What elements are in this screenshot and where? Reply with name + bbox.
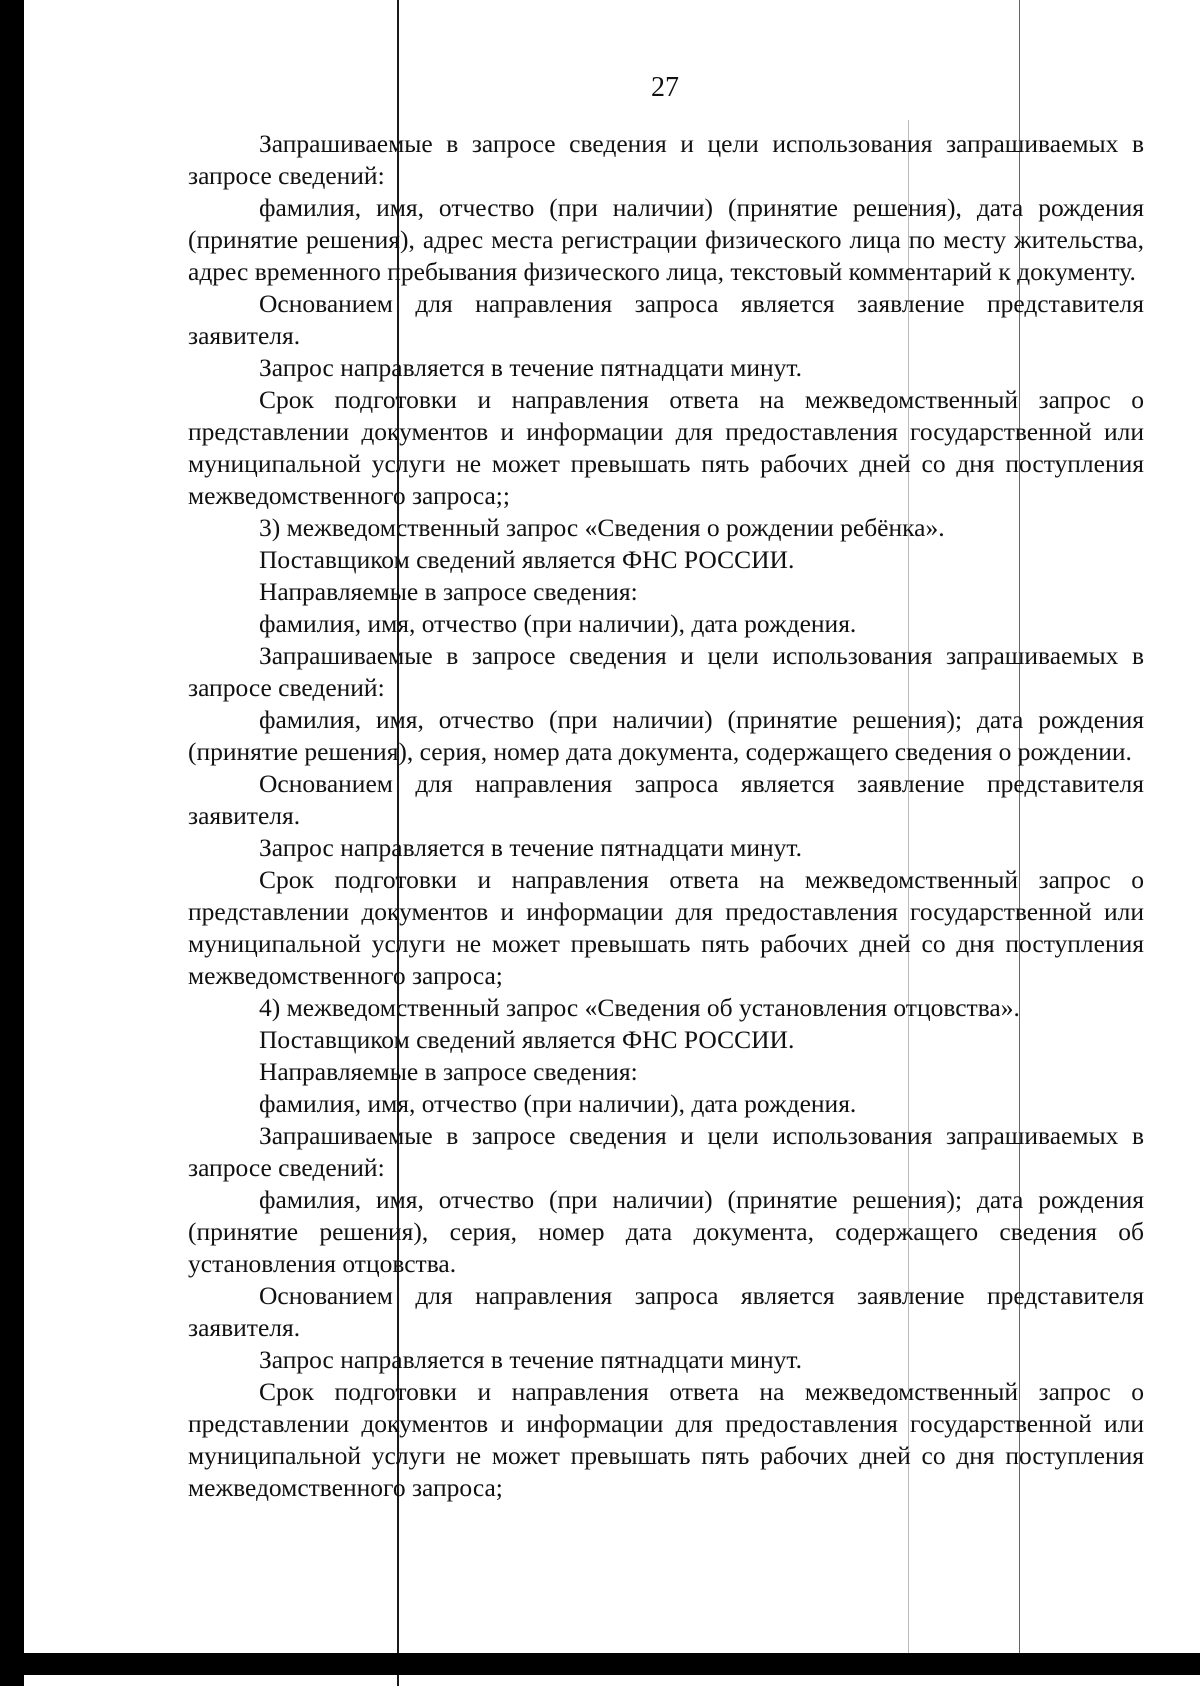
page-number: 27 <box>651 72 679 103</box>
paragraph: 4) межведомственный запрос «Сведения об установления отцовства». <box>259 993 1020 1022</box>
paragraph: Основанием для направления запроса является заявление представителя заявителя. <box>188 1281 1144 1342</box>
paragraph: 3) межведомственный запрос «Сведения о рождении ребёнка». <box>259 513 945 542</box>
paragraph: фамилия, имя, отчество (при наличии) (принятие решения); дата рождения (принятие решения), серия, номер дата документа, содержащего сведения об установления отцовства. <box>188 1185 1144 1278</box>
paragraph: фамилия, имя, отчество (при наличии), дата рождения. <box>259 1089 857 1118</box>
paragraph: Основанием для направления запроса является заявление представителя заявителя. <box>188 289 1144 350</box>
paragraph: Срок подготовки и направления ответа на межведомственный запрос о представлении документов и информации для предоставления государственной или муниципальной услуги не может превышать пять рабочих дней со дня поступления межведомственного запроса; <box>188 1377 1144 1502</box>
paragraph: Направляемые в запросе сведения: <box>259 577 638 606</box>
paragraph: Основанием для направления запроса является заявление представителя заявителя. <box>188 769 1144 830</box>
document-body <box>188 128 1144 1504</box>
scan-left-border <box>0 0 24 1686</box>
paragraph: Направляемые в запросе сведения: <box>259 1057 638 1086</box>
paragraph: Поставщиком сведений является ФНС РОССИИ. <box>259 545 795 574</box>
paragraph: Запрос направляется в течение пятнадцати минут. <box>259 1345 803 1374</box>
paragraph: Запрос направляется в течение пятнадцати минут. <box>259 353 803 382</box>
paragraph: Поставщиком сведений является ФНС РОССИИ. <box>259 1025 795 1054</box>
paragraph: Запрос направляется в течение пятнадцати минут. <box>259 833 803 862</box>
paragraph: Запрашиваемые в запросе сведения и цели использования запрашиваемых в запросе сведений: <box>188 641 1144 702</box>
paragraph: Срок подготовки и направления ответа на межведомственный запрос о представлении документов и информации для предоставления государственной или муниципальной услуги не может превышать пять рабочих дней со дня поступления межведомственного запроса;; <box>188 385 1144 510</box>
paragraph: Срок подготовки и направления ответа на межведомственный запрос о представлении документов и информации для предоставления государственной или муниципальной услуги не может превышать пять рабочих дней со дня поступления межведомственного запроса; <box>188 865 1144 990</box>
paragraph: Запрашиваемые в запросе сведения и цели использования запрашиваемых в запросе сведений: <box>188 1121 1144 1182</box>
scan-bottom-border <box>24 1653 1200 1675</box>
paragraph: фамилия, имя, отчество (при наличии), дата рождения. <box>259 609 857 638</box>
paragraph: фамилия, имя, отчество (при наличии) (принятие решения); дата рождения (принятие решения), серия, номер дата документа, содержащего сведения о рождении. <box>188 705 1144 766</box>
paragraph: Запрашиваемые в запросе сведения и цели использования запрашиваемых в запросе сведений: <box>188 129 1144 190</box>
paragraph: фамилия, имя, отчество (при наличии) (принятие решения), дата рождения (принятие решения), адрес места регистрации физического лица по месту жительства, адрес временного пребывания физического лица, текстовый комментарий к документу. <box>188 193 1144 286</box>
